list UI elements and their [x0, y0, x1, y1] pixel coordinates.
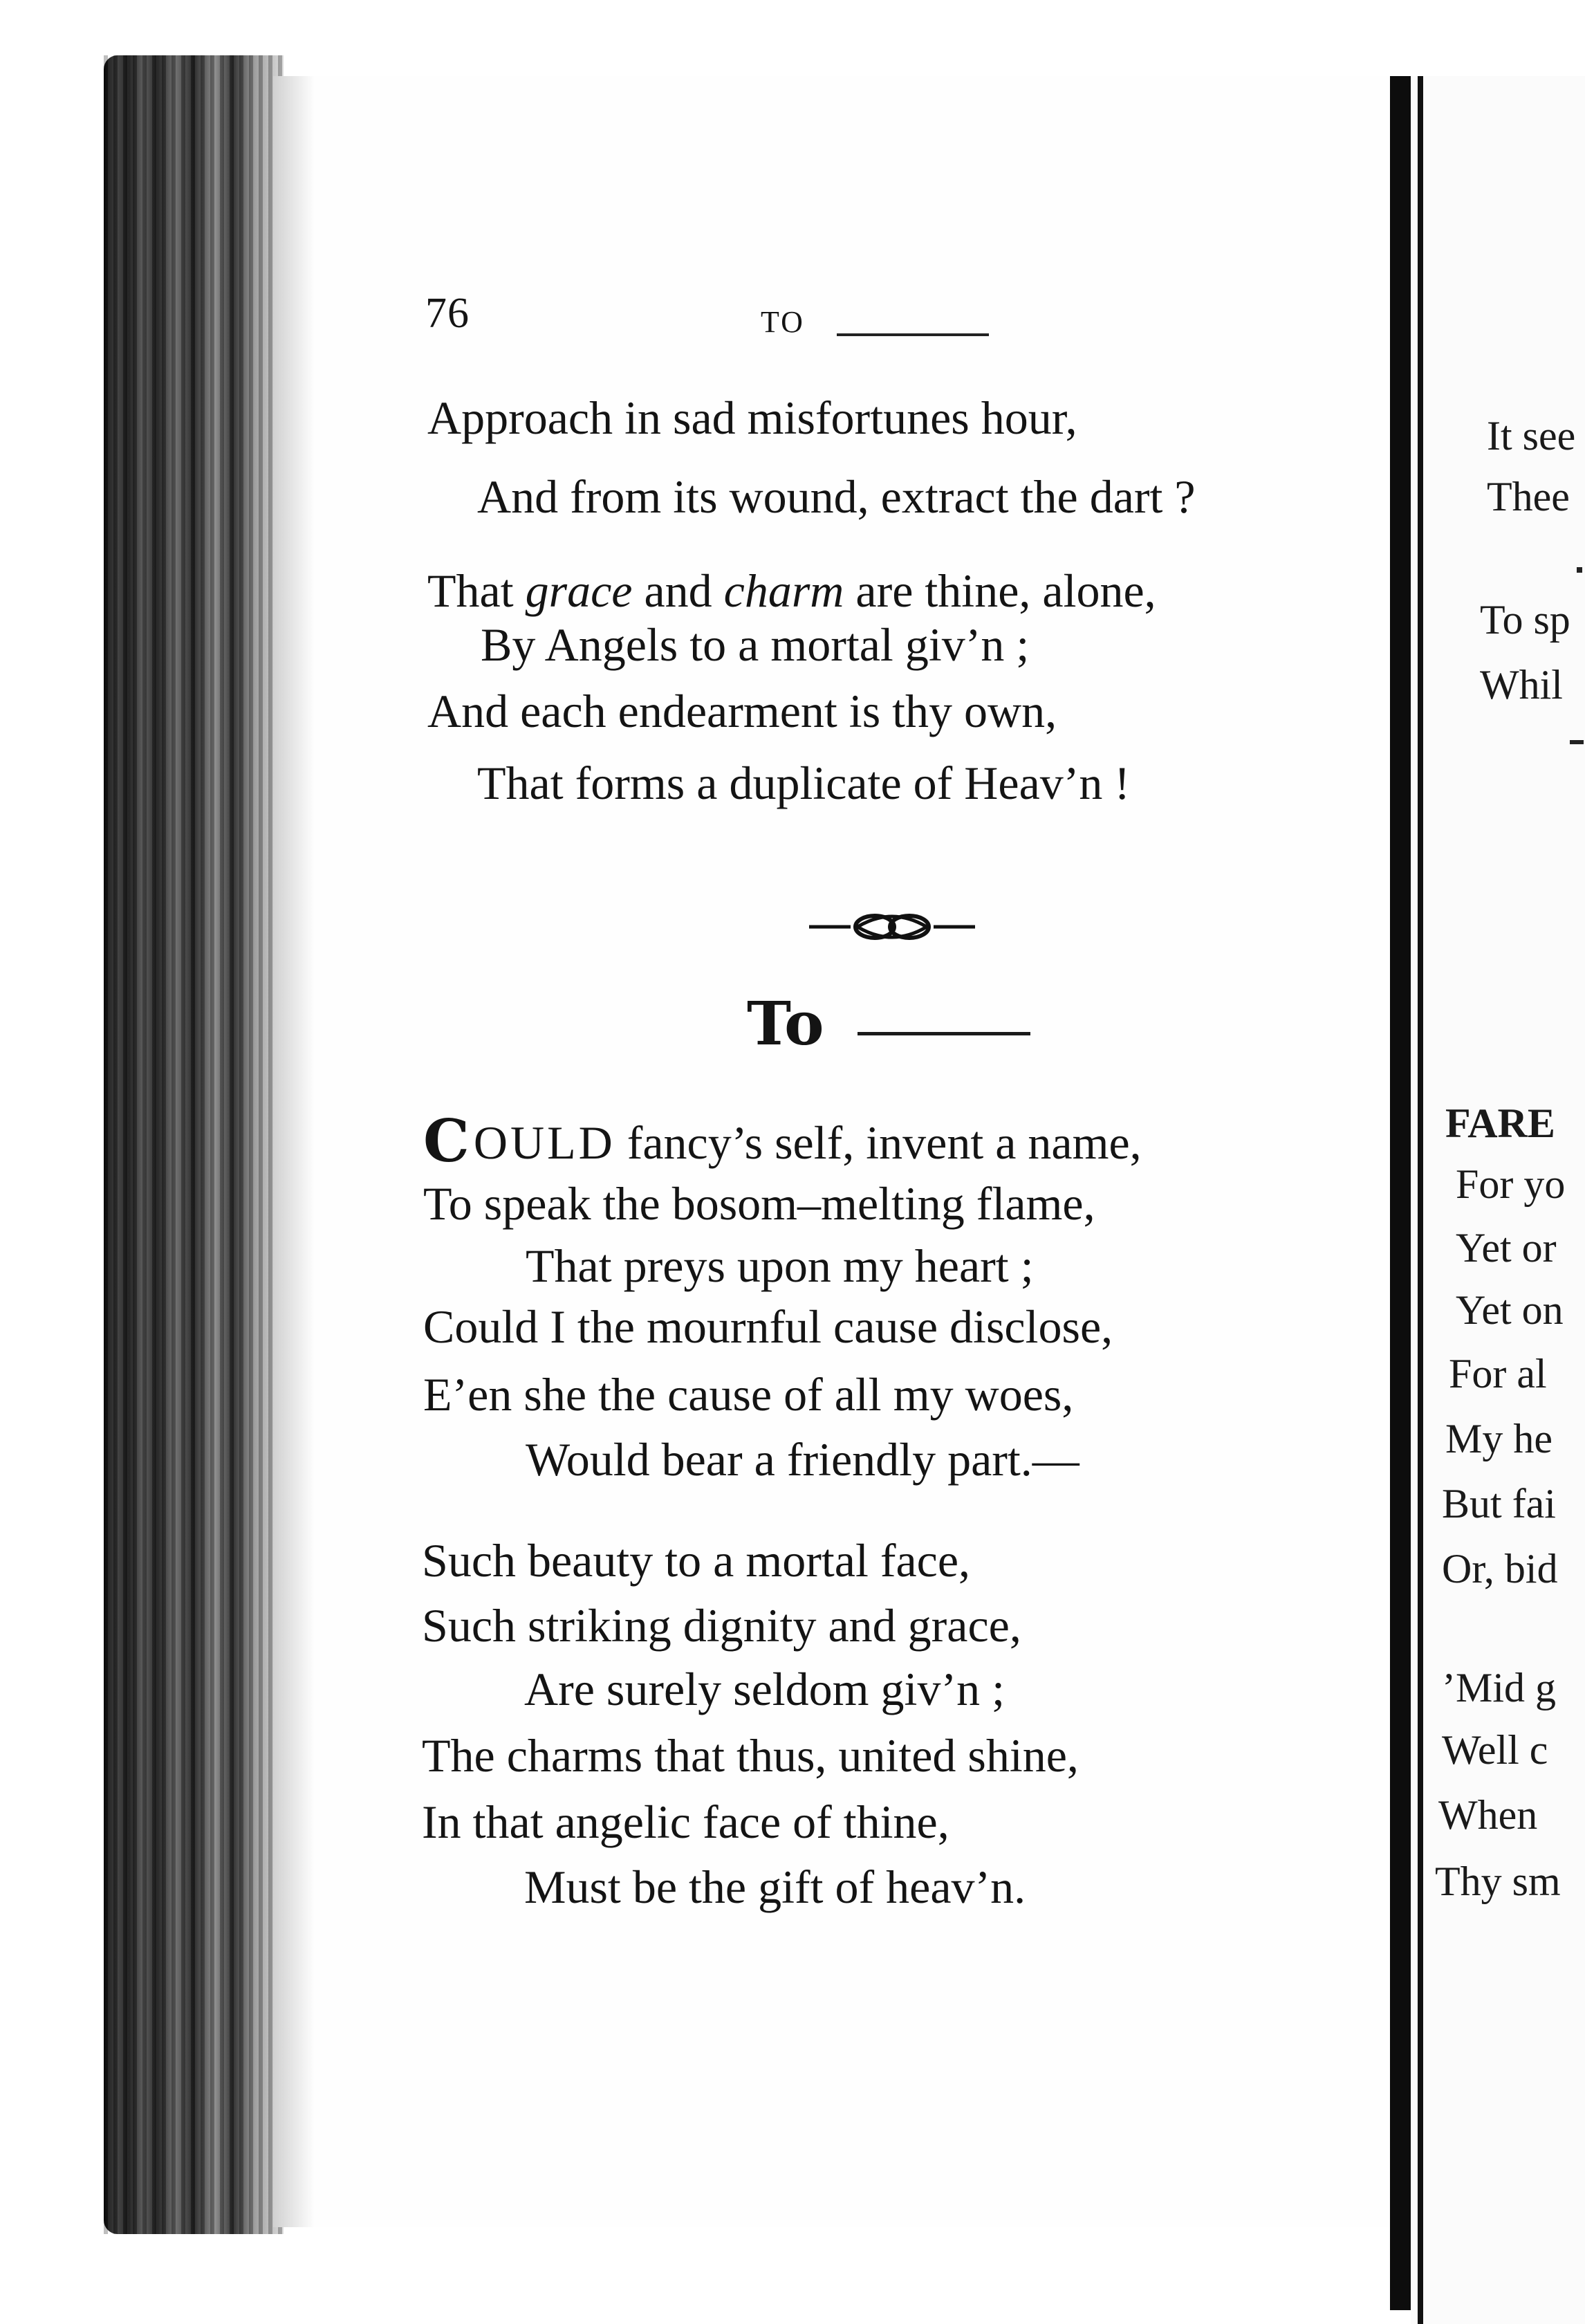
- right-page-line: Or, bid: [1442, 1546, 1558, 1592]
- verse-line: To speak the bosom–melting flame,: [423, 1177, 1095, 1230]
- right-page-line: Whil: [1480, 662, 1563, 708]
- running-title: TO: [761, 305, 805, 339]
- verse-line: And each endearment is thy own,: [427, 685, 1057, 737]
- verse-line: By Angels to a mortal giv’n ;: [481, 618, 1030, 671]
- verse-line: Must be the gift of heav’n.: [524, 1861, 1026, 1913]
- right-page-line: Thee: [1487, 474, 1570, 519]
- poem-title-rule: [858, 1032, 1030, 1035]
- verse-line: That forms a duplicate of Heav’n !: [477, 757, 1131, 809]
- verse-line: Are surely seldom giv’n ;: [524, 1663, 1005, 1715]
- verse-line: Such striking dignity and grace,: [422, 1599, 1021, 1652]
- right-page-line: ’Mid g: [1442, 1665, 1556, 1710]
- page-number: 76: [425, 290, 470, 337]
- book-fore-edge: [104, 55, 284, 2234]
- right-page-edge: [1418, 76, 1423, 2324]
- running-title-rule: [837, 333, 989, 336]
- verse-line: In that angelic face of thine,: [422, 1796, 949, 1848]
- right-page-line: My he: [1445, 1416, 1552, 1461]
- verse-line: Would bear a friendly part.—: [526, 1433, 1079, 1486]
- ornament-divider: [809, 903, 975, 951]
- book-gutter: [1390, 76, 1411, 2310]
- verse-line: [427, 564, 1156, 617]
- right-page-line: To sp: [1480, 597, 1570, 643]
- verse-line: Could I the mournful cause disclose,: [423, 1300, 1113, 1353]
- verse-text: and: [632, 564, 724, 617]
- drop-cap: C: [423, 1107, 470, 1175]
- verse-text: OULD: [473, 1116, 615, 1169]
- verse-line: Approach in sad misfortunes hour,: [427, 391, 1077, 444]
- italic-word-charm: charm: [723, 564, 844, 617]
- poem-title: To: [747, 989, 824, 1059]
- verse-line: And from its wound, extract the dart ?: [477, 470, 1196, 523]
- right-page-line: Yet on: [1456, 1287, 1564, 1333]
- verse-line: Such beauty to a mortal face,: [422, 1534, 971, 1587]
- right-page-line: Thy sm: [1435, 1859, 1561, 1904]
- italic-word-grace: grace: [525, 564, 633, 617]
- verse-text: That: [427, 564, 526, 617]
- right-page-mark: [1577, 567, 1582, 573]
- right-page-line: FARE: [1445, 1100, 1555, 1146]
- verse-line: That preys upon my heart ;: [526, 1239, 1034, 1292]
- right-page-mark: [1570, 740, 1584, 744]
- right-page-line: But fai: [1442, 1481, 1556, 1527]
- right-page-line: Well c: [1442, 1727, 1548, 1773]
- verse-text: are thine, alone,: [844, 564, 1156, 617]
- right-page-line: It see: [1487, 413, 1576, 459]
- verse-text: fancy’s self, invent a name,: [615, 1116, 1142, 1169]
- right-page-line: For al: [1449, 1351, 1547, 1396]
- right-page-line: When: [1438, 1792, 1538, 1838]
- right-page-line: Yet or: [1456, 1225, 1557, 1271]
- right-page-line: For yo: [1456, 1161, 1566, 1207]
- verse-line: The charms that thus, united shine,: [422, 1729, 1079, 1782]
- verse-line: [423, 1107, 1142, 1175]
- verse-line: E’en she the cause of all my woes,: [423, 1368, 1074, 1421]
